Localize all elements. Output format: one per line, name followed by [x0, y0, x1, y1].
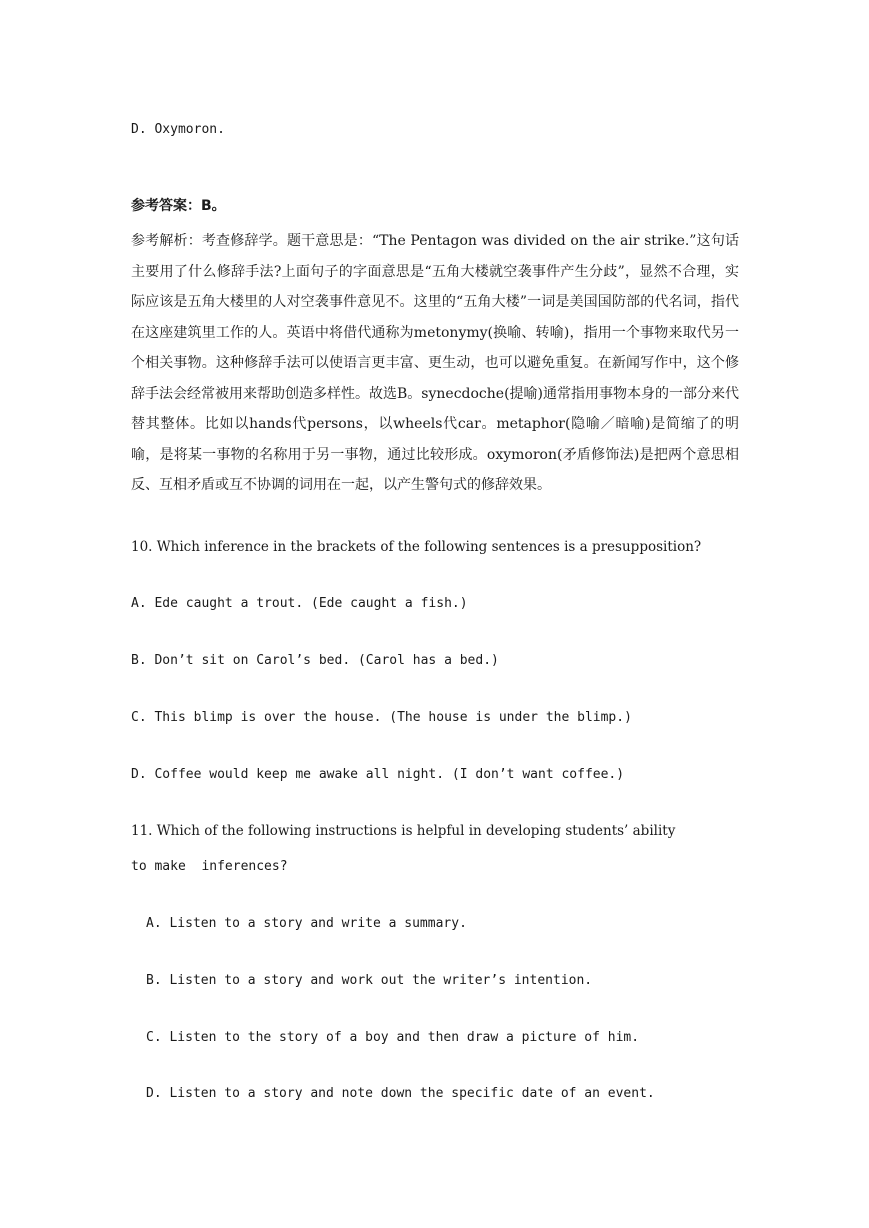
- q10-option-a: A. Ede caught a trout. (Ede caught a fish.): [131, 596, 468, 611]
- q10-option-c: C. This blimp is over the house. (The house is under the blimp.): [131, 710, 632, 725]
- q11-option-a: A. Listen to a story and write a summary.: [146, 916, 467, 931]
- analysis-text: 参考解析：考查修辞学。题干意思是：“The Pentagon was divided on the air strike.”这句话主要用了什么修辞手法?上面句子的字面意思是“五角大楼就空袭事件产生分歧”，显然不合理，实际应该是五角大楼里的人对空袭事件意见不。这里的“五角大楼”一词是美国国防部的代名词，指代在这座建筑里工作的人。英语中将借代通称为metonymy(换喻、转喻)，指用一个事物来取代另一个相关事物。这种修辞手法可以使语言更丰富、更生动，也可以避免重复。在新闻写作中，这个修辞手法会经常被用来帮助创造多样性。故选B。synecdoche(提喻)通常指用事物本身的一部分来代替其整体。比如以hands代persons，以wheels代car。metaphor(隐喻／暗喻)是简缩了的明喻，是将某一事物的名称用于另一事物，通过比较形成。oxymoron(矛盾修饰法)是把两个意思相反、互相矛盾或互不协调的词用在一起，以产生警句式的修辞效果。: [131, 233, 739, 493]
- q10-stem: 10. Which inference in the brackets of the following sentences is a presupposition?: [131, 539, 702, 555]
- q11-stem-line1: 11. Which of the following instructions is helpful in developing students’ ability: [131, 823, 676, 839]
- q11-option-c: C. Listen to the story of a boy and then draw a picture of him.: [146, 1030, 640, 1045]
- q10-option-b: B. Don’t sit on Carol’s bed. (Carol has a bed.): [131, 653, 499, 668]
- q11-option-d: D. Listen to a story and note down the specific date of an event.: [146, 1086, 655, 1101]
- answer-analysis: [131, 226, 739, 501]
- q11-stem-line2: to make inferences?: [131, 859, 288, 874]
- answer-heading: 参考答案：B。: [131, 198, 226, 214]
- q11-option-b: B. Listen to a story and work out the writer’s intention.: [146, 973, 593, 988]
- q10-option-d: D. Coffee would keep me awake all night. (I don’t want coffee.): [131, 767, 625, 782]
- q9-option-d: D. Oxymoron.: [131, 122, 225, 137]
